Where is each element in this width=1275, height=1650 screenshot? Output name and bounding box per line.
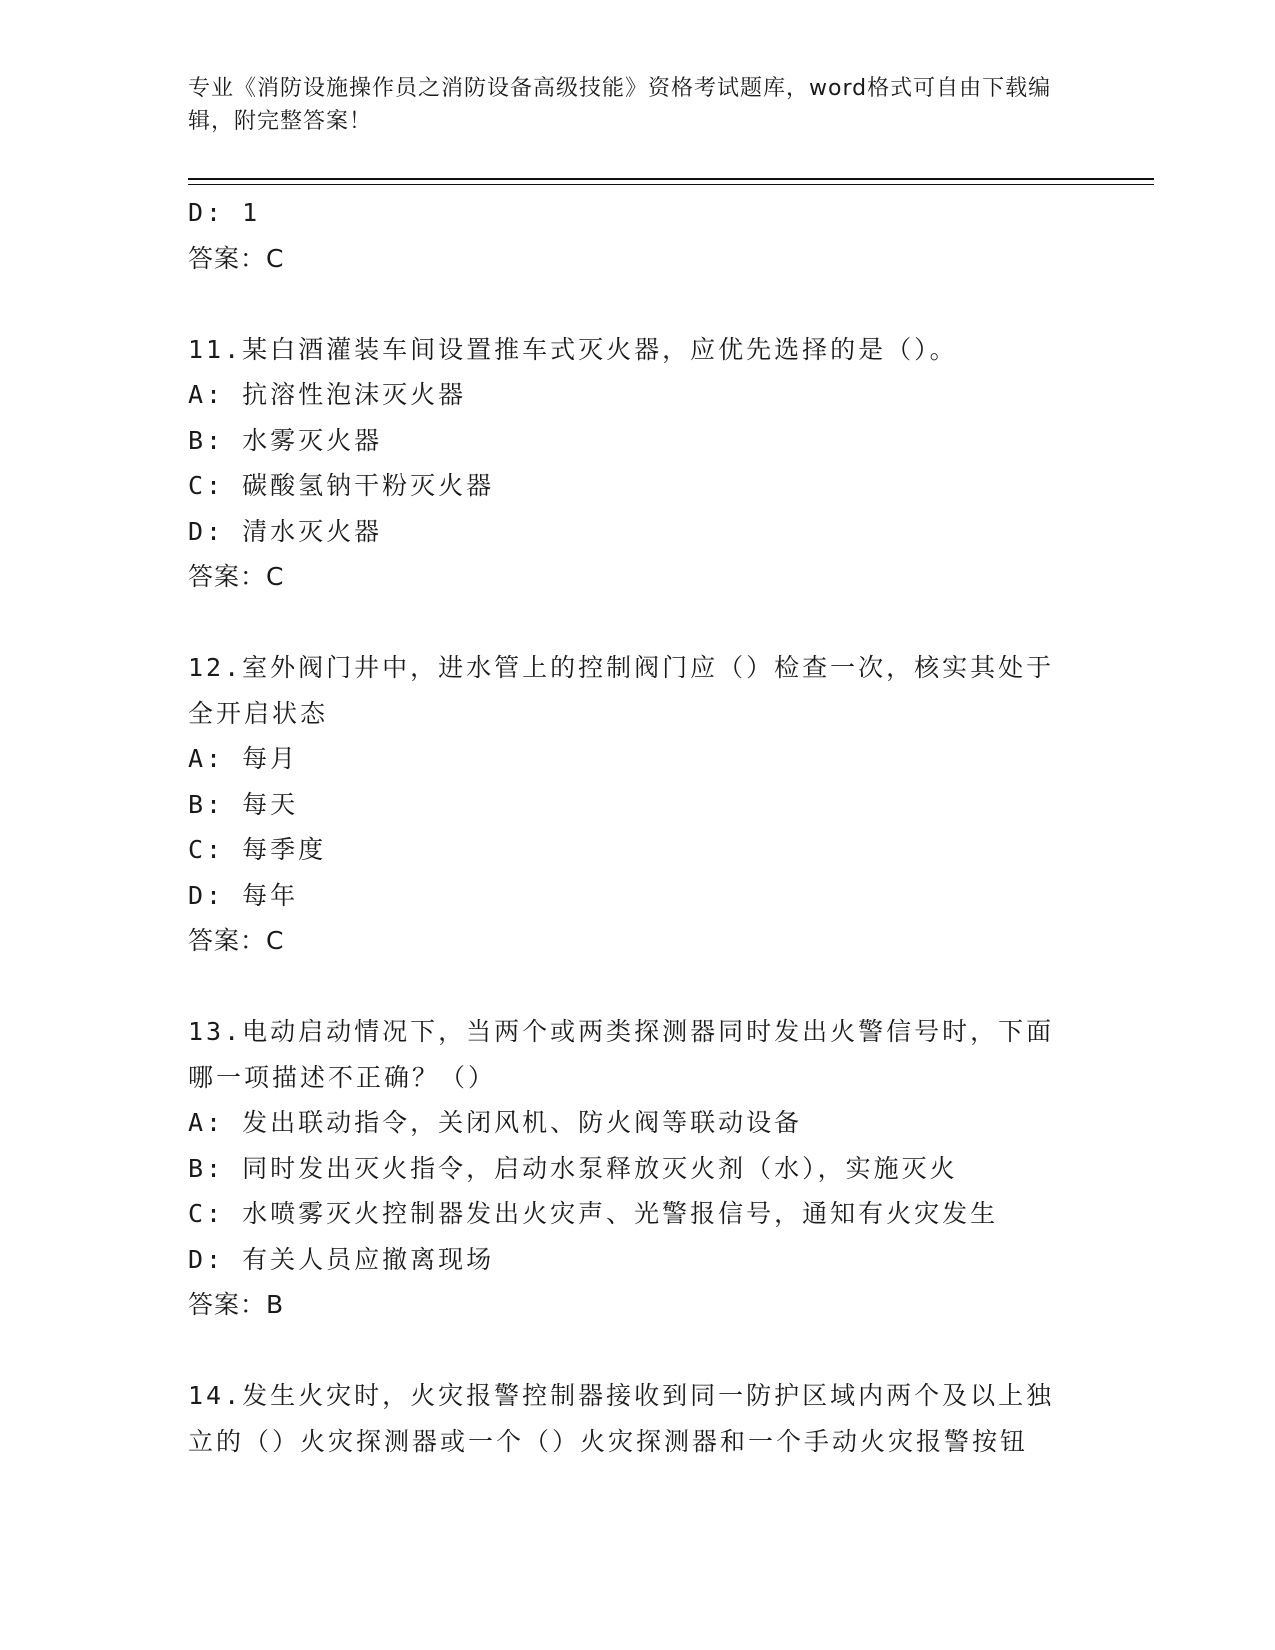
question-text-cont: 哪一项描述不正确？（）	[188, 1062, 497, 1092]
option-a: A: 发出联动指令，关闭风机、防火阀等联动设备	[188, 1108, 803, 1137]
question-text: 13.电动启动情况下，当两个或两类探测器同时发出火警信号时，下面	[188, 1017, 1055, 1046]
question-text: 12.室外阀门井中，进水管上的控制阀门应（）检查一次，核实其处于	[188, 653, 1055, 682]
question-12	[188, 645, 1088, 964]
question-list	[188, 190, 1088, 1464]
header-divider-thin	[188, 184, 1154, 185]
answer: 答案：C	[188, 243, 285, 273]
option-d: D: 清水灭火器	[188, 516, 383, 546]
question-11	[188, 327, 1088, 600]
question-text: 14.发生火灾时，火灾报警控制器接收到同一防护区域内两个及以上独	[188, 1381, 1055, 1410]
answer: 答案：B	[188, 1290, 285, 1319]
question-13	[188, 1009, 1088, 1328]
answer: 答案：C	[188, 562, 285, 591]
option-d: D: 每年	[188, 880, 299, 910]
option-d: D: 有关人员应撤离现场	[188, 1244, 495, 1274]
document-header	[188, 72, 1088, 138]
option-b: B: 每天	[188, 789, 299, 819]
answer: 答案：C	[188, 926, 285, 955]
header-divider-thick	[188, 178, 1154, 180]
option-b: B: 水雾灭火器	[188, 425, 383, 455]
option-c: C: 水喷雾灭火控制器发出火灾声、光警报信号，通知有火灾发生	[188, 1199, 999, 1228]
question-14	[188, 1373, 1088, 1464]
option-d: D: 1	[188, 198, 261, 227]
option-c: C: 每季度	[188, 835, 327, 864]
option-c: C: 碳酸氢钠干粉灭火器	[188, 471, 495, 500]
option-a: A: 每月	[188, 744, 299, 773]
question-text-cont: 立的（）火灾探测器或一个（）火灾探测器和一个手动火灾报警按钮	[188, 1426, 1029, 1456]
option-b: B: 同时发出灭火指令，启动水泵释放灭火剂（水），实施灭火	[188, 1153, 958, 1183]
header-text: 专业《消防设施操作员之消防设备高级技能》资格考试题库，word格式可自由下载编辑，附完整答案！	[188, 76, 1052, 134]
option-a: A: 抗溶性泡沫灭火器	[188, 380, 467, 409]
question-text-cont: 全开启状态	[188, 698, 329, 728]
question-text: 11.某白酒灌装车间设置推车式灭火器，应优先选择的是（）。	[188, 334, 958, 364]
